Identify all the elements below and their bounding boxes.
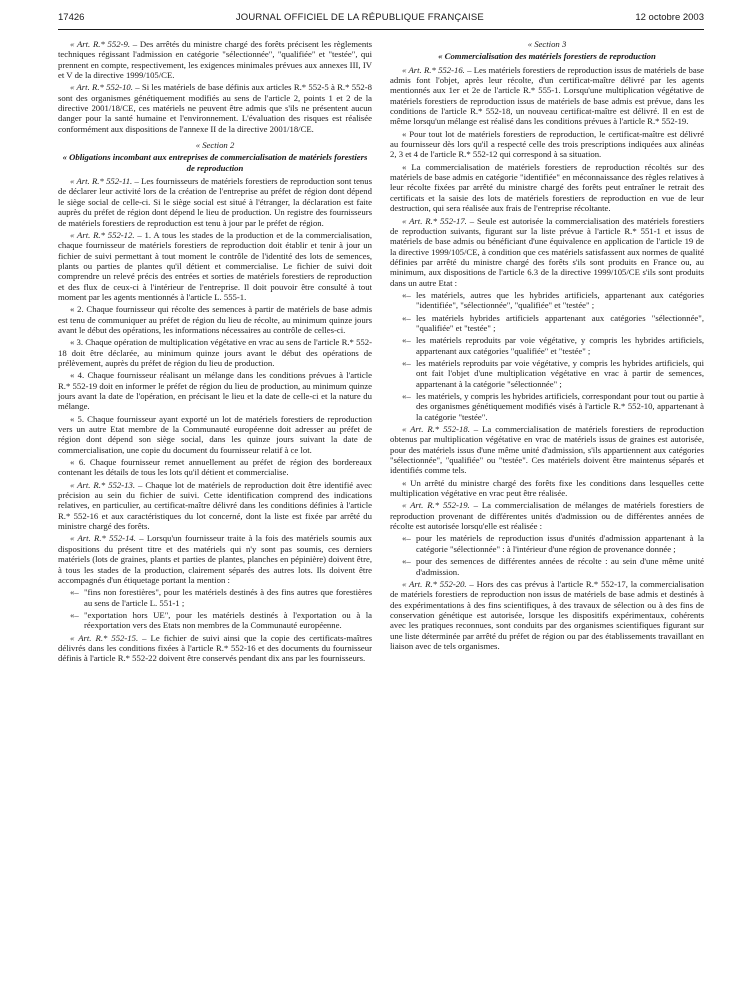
- right-column: [390, 39, 704, 666]
- paragraph: « Pour tout lot de matériels forestiers de reproduction, le certificat-maître est délivré au fournisseur dès lors qu'il a respecté celle des trois prescriptions indiquées aux alinéas 2, 3 et 4 de l'article R.* 552-12 qui correspond à sa situation.: [390, 128, 704, 160]
- list-item: «– pour les matériels de reproduction issus d'unités d'admission appartenant à la catégorie "sélectionnée" : à l'intérieur d'une région de provenance donnée ;: [390, 533, 704, 554]
- paragraph: « 4. Chaque fournisseur réalisant un mélange dans les conditions prévues à l'article R.* 552-19 doit en informer le préfet de région du lieu de production, au minimum quinze jours avant la date de l'opération, en précisant le lieu et la date de celle-ci et la nature du mélange.: [58, 370, 372, 412]
- article-paragraph: « Art. R.* 552-9. – Des arrêtés du ministre chargé des forêts précisent les règlements techniques régissant l'admission en catégorie "sélectionnée", "qualifiée" et "testée", qui prennent en compte, respectivement, les exigences minimales prévues aux annexes III, IV et V de la directive 1999/105/CE.: [58, 39, 372, 81]
- left-column: [58, 39, 372, 666]
- list-item: «– "exportation hors UE", pour les matériels destinés à l'exportation ou à la réexportation vers des Etats non membres de la Communauté européenne.: [58, 610, 372, 631]
- article-paragraph: « Art. R.* 552-20. – Hors des cas prévus à l'article R.* 552-17, la commercialisation de matériels forestiers de reproduction non issus de matériels de base admis et destinés à des expérimentations à des fins scientifiques, à des travaux de sélection ou à des fins de conservation génétique est autorisée, lorsque les dispositifs expérimentaux, cohérents avec les pratiques reconnues, sont conduits par des organismes scientifiques figurant sur une liste déterminée par arrêté du préfet de région ou par des établissements travaillant en liaison avec de tels organismes.: [390, 578, 704, 651]
- paragraph: « La commercialisation de matériels forestiers de reproduction récoltés sur des matériels de base admis en catégorie "identifiée" en méconnaissance des règles relatives à leur récolte fixées par arrêté du ministre chargé des forêts peut entraîner le retrait des certificats et la saisie des lots de matériels forestiers de reproduction en vue de leur destruction, qui sera réalisée aux frais de l'entreprise récoltante.: [390, 161, 704, 214]
- list-item: «– les matériels, autres que les hybrides artificiels, appartenant aux catégories "identifiée", "sélectionnée", "qualifiée" et "testée" ;: [390, 290, 704, 311]
- article-paragraph: « Art. R.* 552-12. – 1. A tous les stades de la production et de la commercialisation, chaque fournisseur de matériels forestiers de reproduction doit établir et tenir à jour un fichier de suivi permettant à tout moment le contrôle de l'identité des lots de semences, plants ou parties de plantes qu'il détient et commercialise. Le fichier de suivi doit comprendre un relevé précis des entrées et sorties de matériels forestiers de reproduction et des flux de ceux-ci à l'intérieur de l'entreprise. Il doit pouvoir être consulté à tout moment par les agents mentionnés à l'article L. 555-1.: [58, 229, 372, 302]
- article-paragraph: « Art. R.* 552-11. – Les fournisseurs de matériels forestiers de reproduction sont tenus de déclarer leur activité lors de la création de l'entreprise au préfet de région dont dépend le siège social de celle-ci. Si le siège social est situé à l'étranger, la déclaration est faite auprès du préfet de région dont dépend le lieu de production. Un registre des fournisseurs de matériels forestiers de reproduction est tenu à jour par le préfet de région.: [58, 176, 372, 228]
- paragraph: « 6. Chaque fournisseur remet annuellement au préfet de région des bordereaux contenant les détails de tous les lots qu'il détient et commercialise.: [58, 457, 372, 478]
- list-item: «– les matériels hybrides artificiels appartenant aux catégories "sélectionnée", "qualifiée" et "testée" ;: [390, 313, 704, 334]
- list-item: «– les matériels reproduits par voie végétative, y compris les hybrides artificiels, qui ont fait l'objet d'une multiplication végétative en vrac à partir de semences, appartenant à la catégorie "sélectionnée" ;: [390, 358, 704, 389]
- list-item: «– "fins non forestières", pour les matériels destinés à des fins autres que forestières au sens de l'article L. 551-1 ;: [58, 587, 372, 608]
- article-paragraph: « Art. R.* 552-18. – La commercialisation de matériels forestiers de reproduction obtenus par multiplication végétative en vrac de matériels issus de graines est autorisée, pour des matériels issus d'une même unité d'admission, s'ils appartiennent aux catégories "sélectionnée", "qualifiée" ou "testée". Ces matériels doivent être maintenus séparés et identifiés comme tels.: [390, 424, 704, 476]
- paragraph: « 3. Chaque opération de multiplication végétative en vrac au sens de l'article R.* 552-18 doit être déclarée, au minimum quinze jours avant le début des opérations de prélèvement, auprès du préfet de région du lieu de production.: [58, 337, 372, 368]
- list-item: «– les matériels reproduits par voie végétative, y compris les hybrides artificiels, appartenant aux catégories "qualifiée" et "testée" ;: [390, 335, 704, 356]
- paragraph: « 5. Chaque fournisseur ayant exporté un lot de matériels forestiers de reproduction vers un autre Etat membre de la Communauté européenne doit adresser au préfet de région dont dépend son siège social, dans les quinze jours suivant la date de commercialisation, une copie du document du fournisseur relatif à ce lot.: [58, 413, 372, 455]
- page-header: [58, 12, 704, 30]
- article-paragraph: « Art. R.* 552-13. – Chaque lot de matériels de reproduction doit être identifié avec précision au sein du fichier de suivi. Cette identification comprend des indications relatives, en particulier, au certificat-maître délivré dans les conditions définies à l'article R.* 552-16 et aux caractéristiques du lot concerné, dont la liste est fixée par arrêté du ministre chargé des forêts.: [58, 479, 372, 532]
- section-title: « Obligations incombant aux entreprises de commercialisation de matériels forestiers de reproduction: [62, 152, 368, 173]
- article-paragraph: « Art. R.* 552-19. – La commercialisation de mélanges de matériels forestiers de reproduction provenant de différentes unités d'admission ou de différentes années de récolte est autorisée lorsqu'elle est réalisée :: [390, 500, 704, 532]
- text-columns: [58, 39, 704, 666]
- publication-date: 12 octobre 2003: [635, 12, 704, 23]
- article-paragraph: « Art. R.* 552-14. – Lorsqu'un fournisseur traite à la fois des matériels soumis aux dispositions du présent titre et des matériels qui n'y sont pas soumis, ces derniers matériels (lots de graines, plants et parties de plantes, planches en pépinière) doivent être, à tous les stades de la production, clairement séparés des autres lots. Ils doivent être accompagnés d'un étiquetage portant la mention :: [58, 533, 372, 585]
- section-title: « Commercialisation des matériels forestiers de reproduction: [438, 51, 656, 62]
- article-paragraph: « Art. R.* 552-10. – Si les matériels de base définis aux articles R.* 552-5 à R.* 552-8 sont des organismes génétiquement modifiés au sens de l'article 2, points 1 et 2 de la directive 2001/18/CE, ces matériels ne peuvent être admis que s'ils ne présentent aucun danger pour la santé humaine et l'environnement. L'évaluation des risques est réalisée conformément aux dispositions de l'annexe II de la directive 2001/18/CE.: [58, 82, 372, 134]
- article-paragraph: « Art. R.* 552-15. – Le fichier de suivi ainsi que la copie des certificats-maîtres délivrés dans les conditions fixées à l'article R.* 552-16 et des documents du fournisseur définis à l'article R.* 552-22 doivent être conservés pendant dix ans par les fournisseurs.: [58, 632, 372, 664]
- section-label: « Section 2: [195, 140, 235, 151]
- list-item: «– les matériels, y compris les hybrides artificiels, correspondant pour tout ou partie à des organismes génétiquement modifiés visés à l'article R.* 552-10, appartenant à la catégorie "testée".: [390, 391, 704, 422]
- section-label: « Section 3: [527, 39, 567, 49]
- journal-title: JOURNAL OFFICIEL DE LA RÉPUBLIQUE FRANÇAISE: [235, 12, 484, 23]
- list-item: «– pour des semences de différentes années de récolte : au sein d'une même unité d'admission.: [390, 556, 704, 577]
- page-number: 17426: [58, 12, 85, 23]
- article-paragraph: « Art. R.* 552-16. – Les matériels forestiers de reproduction issus de matériels de base admis font l'objet, après leur récolte, d'un certificat-maître délivré par les agents mentionnés aux 1er et 2e de l'article R.* 555-1. Lorsqu'une multiplication végétative de matériels forestiers de reproduction issus de matériels de base admis est prévue, dans les conditions de l'article R.* 552-18, un nouveau certificat-maître est délivré. Il en est de même lorsqu'un mélange est réalisé dans les conditions prévues à l'article R.* 552-19.: [390, 64, 704, 127]
- article-paragraph: « Art. R.* 552-17. – Seule est autorisée la commercialisation des matériels forestiers de reproduction suivants, figurant sur la liste prévue à l'article R.* 551-1 et issus de matériels de base admis ou bénéficiant d'une équivalence en application de l'article 19 de la directive 1999/105/CE, à condition que ces matériels satisfassent aux normes de qualité définies par arrêté du ministre chargé des forêts s'ils sont produits en France ou, au minimum, aux dispositions de l'article 6.3 de la directive 1999/105/CE s'ils sont produits dans un autre Etat :: [390, 215, 704, 288]
- paragraph: « 2. Chaque fournisseur qui récolte des semences à partir de matériels de base admis est tenu de communiquer au préfet de région du lieu de récolte, au minimum quinze jours avant le début des opérations, les informations nécessaires au contrôle de celles-ci.: [58, 304, 372, 335]
- paragraph: « Un arrêté du ministre chargé des forêts fixe les conditions dans lesquelles cette multiplication végétative en vrac peut être réalisée.: [390, 477, 704, 499]
